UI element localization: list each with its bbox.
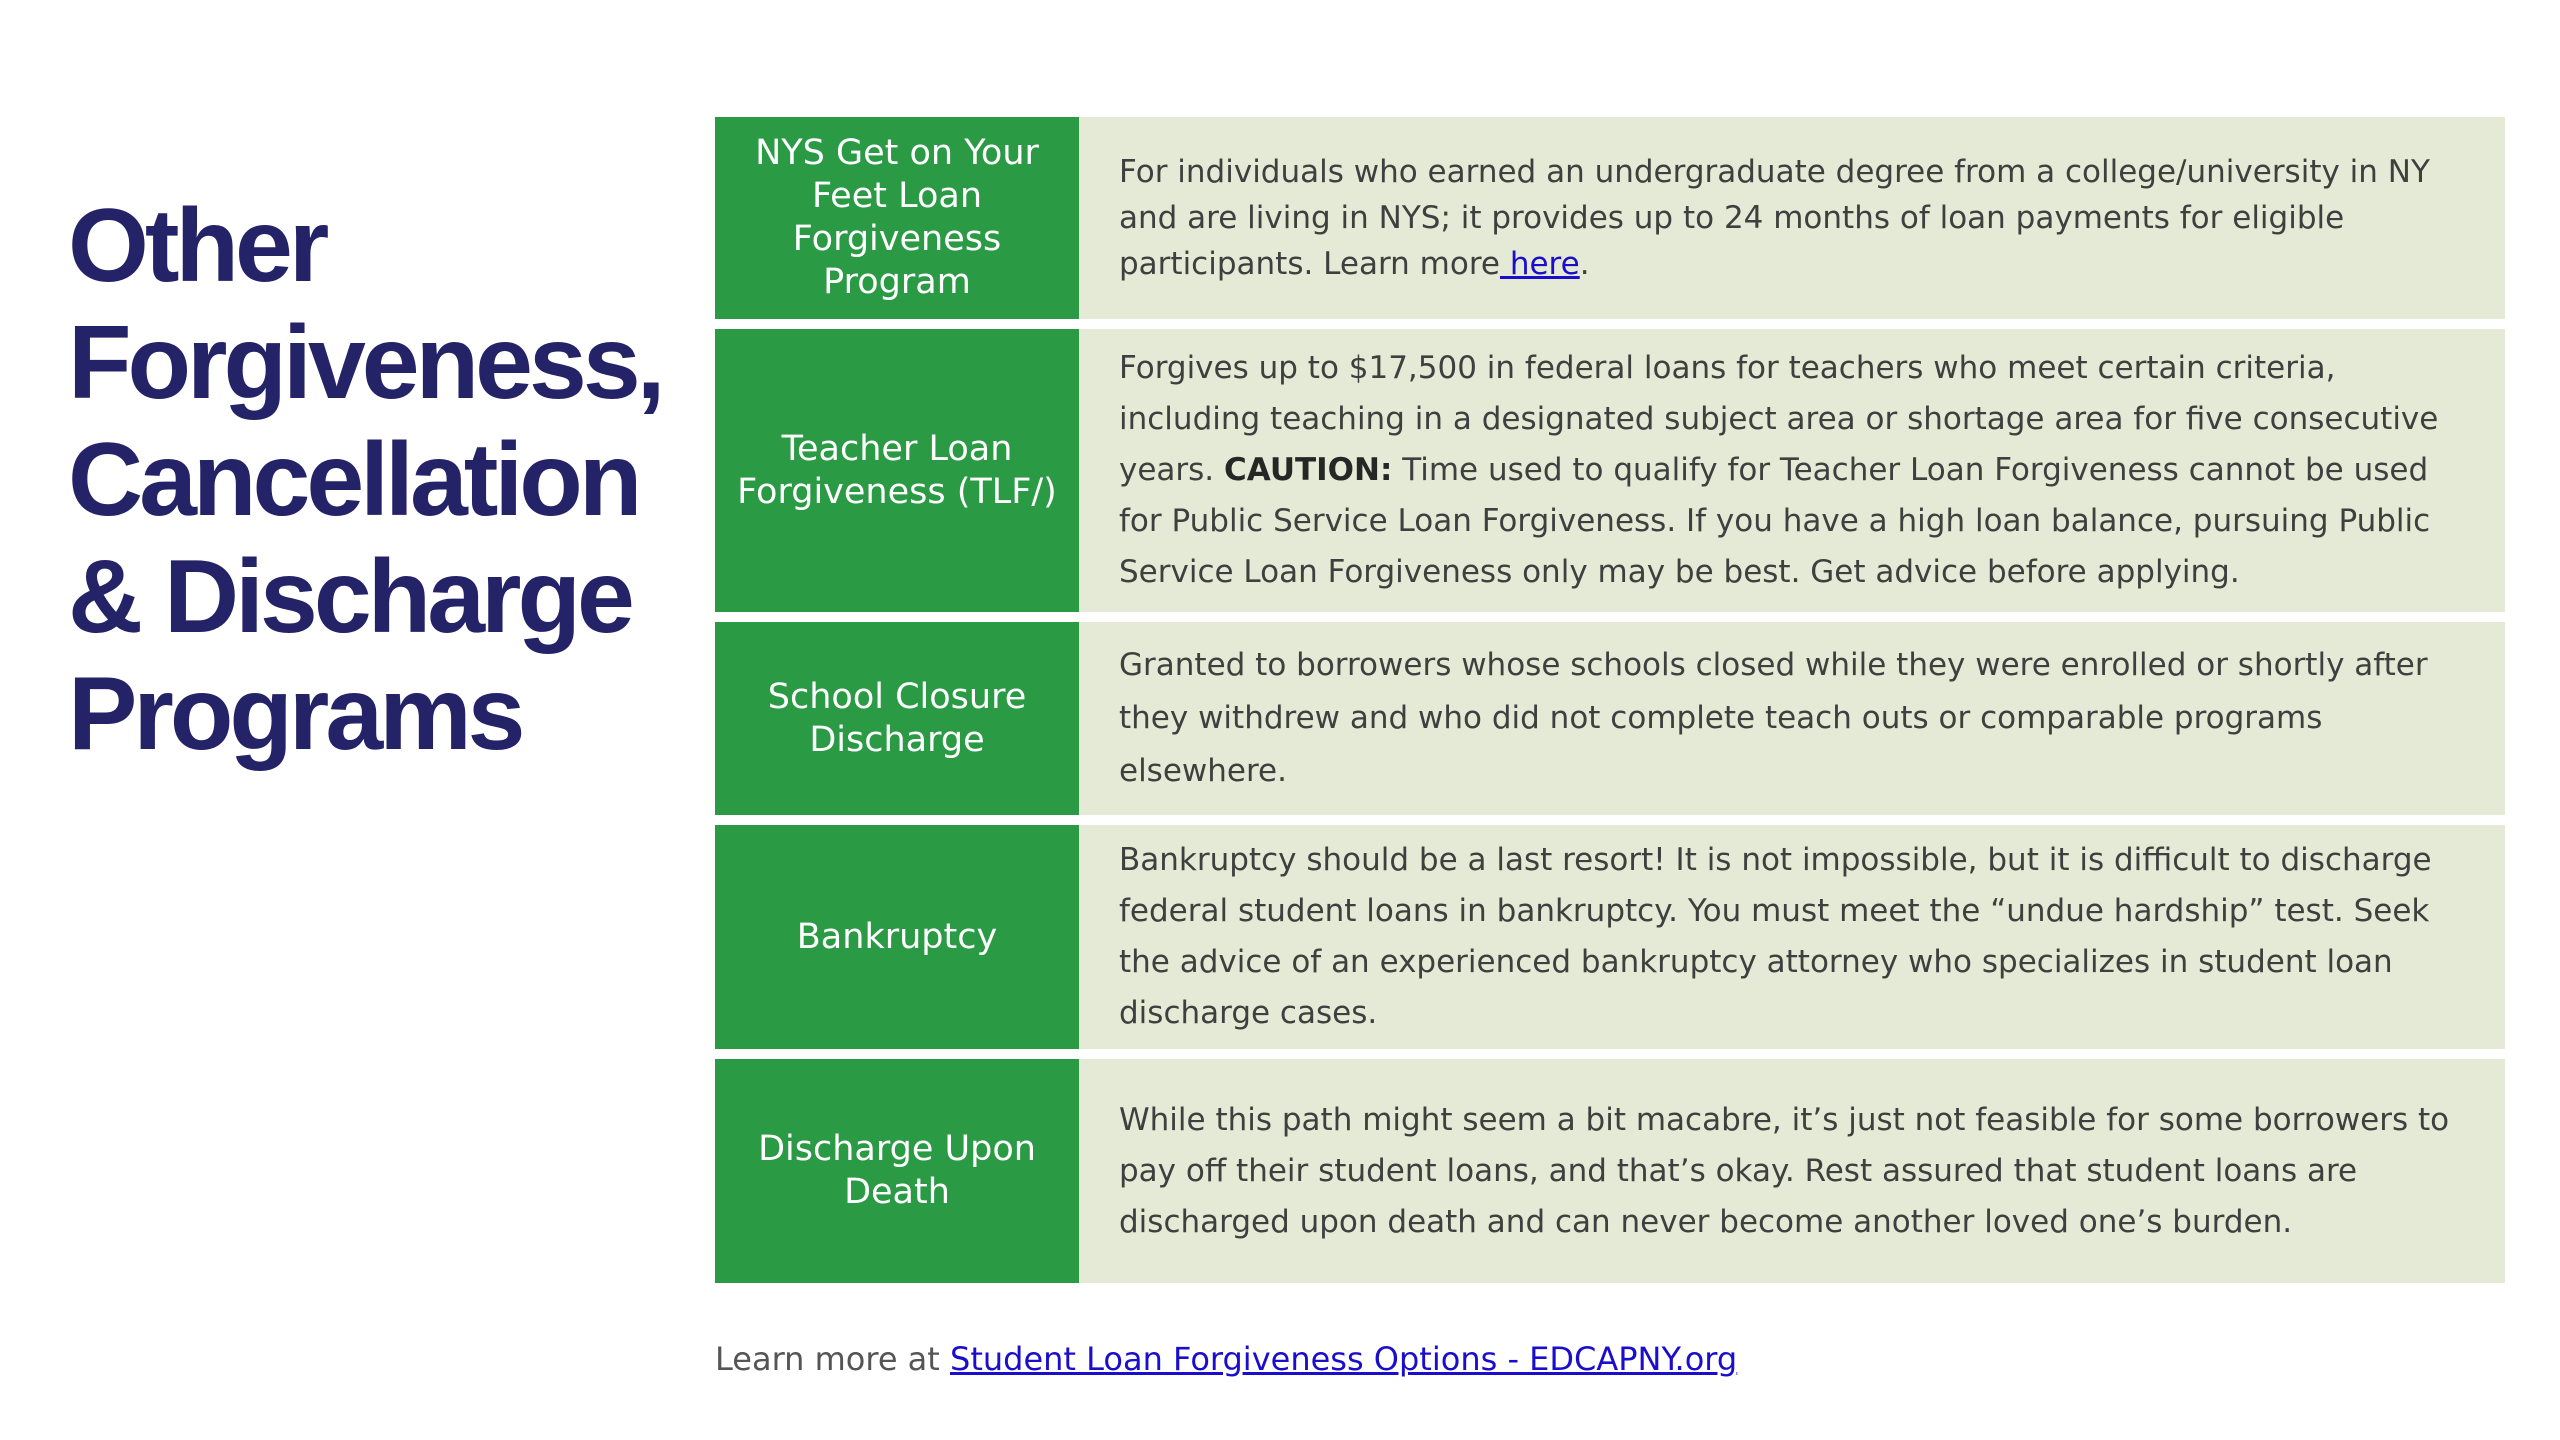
- program-description: [1119, 343, 2455, 598]
- title-line: Forgiveness,: [68, 305, 662, 421]
- title-line: Programs: [68, 656, 522, 772]
- footer-note: [715, 1340, 1737, 1378]
- title-line: Other: [68, 188, 326, 304]
- description-text: Time used to qualify for Teacher Loan Forgiveness cannot be used for Public Service Loan Forgiveness. If you have a high loan balance, pursuing Public Service Loan Forgiveness only may be best. Get advice before applying.: [1119, 452, 2431, 590]
- program-description-cell: [1079, 1059, 2505, 1283]
- table-row: [715, 117, 2505, 319]
- program-description: Bankruptcy should be a last resort! It is not impossible, but it is difficult to discharge federal student loans in bankruptcy. You must meet the “undue hardship” test. Seek the advice of an experienced bankruptcy attorney who specializes in student loan discharge cases.: [1119, 842, 2432, 1031]
- title-line: Cancellation: [68, 422, 639, 538]
- program-name-cell: Teacher Loan Forgiveness (TLF/): [715, 329, 1079, 612]
- footer-prefix: Learn more at: [715, 1340, 950, 1378]
- programs-table: [715, 117, 2505, 1293]
- program-description-cell: [1079, 117, 2505, 319]
- program-name-cell: NYS Get on Your Feet Loan Forgiveness Program: [715, 117, 1079, 319]
- program-description: Granted to borrowers whose schools closed while they were enrolled or shortly after they withdrew and who did not complete teach outs or comparable programs elsewhere.: [1119, 647, 2428, 789]
- edcapny-link[interactable]: Student Loan Forgiveness Options - EDCAPNY.org: [950, 1340, 1738, 1378]
- program-description-cell: [1079, 825, 2505, 1049]
- table-row: [715, 1059, 2505, 1283]
- program-description: [1119, 149, 2455, 287]
- program-name-cell: School Closure Discharge: [715, 622, 1079, 815]
- page-title: [68, 188, 688, 773]
- table-row: [715, 622, 2505, 815]
- description-text: Forgives up to $17,500 in federal loans for teachers who meet certain criteria, including teaching in a designated subject area or shortage area for five consecutive years.: [1119, 350, 2439, 488]
- program-description: While this path might seem a bit macabre, it’s just not feasible for some borrowers to pay off their student loans, and that’s okay. Rest assured that student loans are discharged upon death and can never become another loved one’s burden.: [1119, 1101, 2450, 1240]
- program-description-cell: [1079, 622, 2505, 815]
- title-line: & Discharge: [68, 539, 631, 655]
- caution-label: CAUTION:: [1224, 452, 1393, 488]
- program-name-cell: Discharge Upon Death: [715, 1059, 1079, 1283]
- description-text: .: [1579, 246, 1590, 282]
- program-name-cell: Bankruptcy: [715, 825, 1079, 1049]
- description-text: For individuals who earned an undergraduate degree from a college/university in NY and are living in NYS; it provides up to 24 months of loan payments for eligible participants. Learn more: [1119, 154, 2430, 282]
- learn-more-here-link[interactable]: here: [1499, 246, 1580, 282]
- table-row: [715, 825, 2505, 1049]
- program-description-cell: [1079, 329, 2505, 612]
- table-row: [715, 329, 2505, 612]
